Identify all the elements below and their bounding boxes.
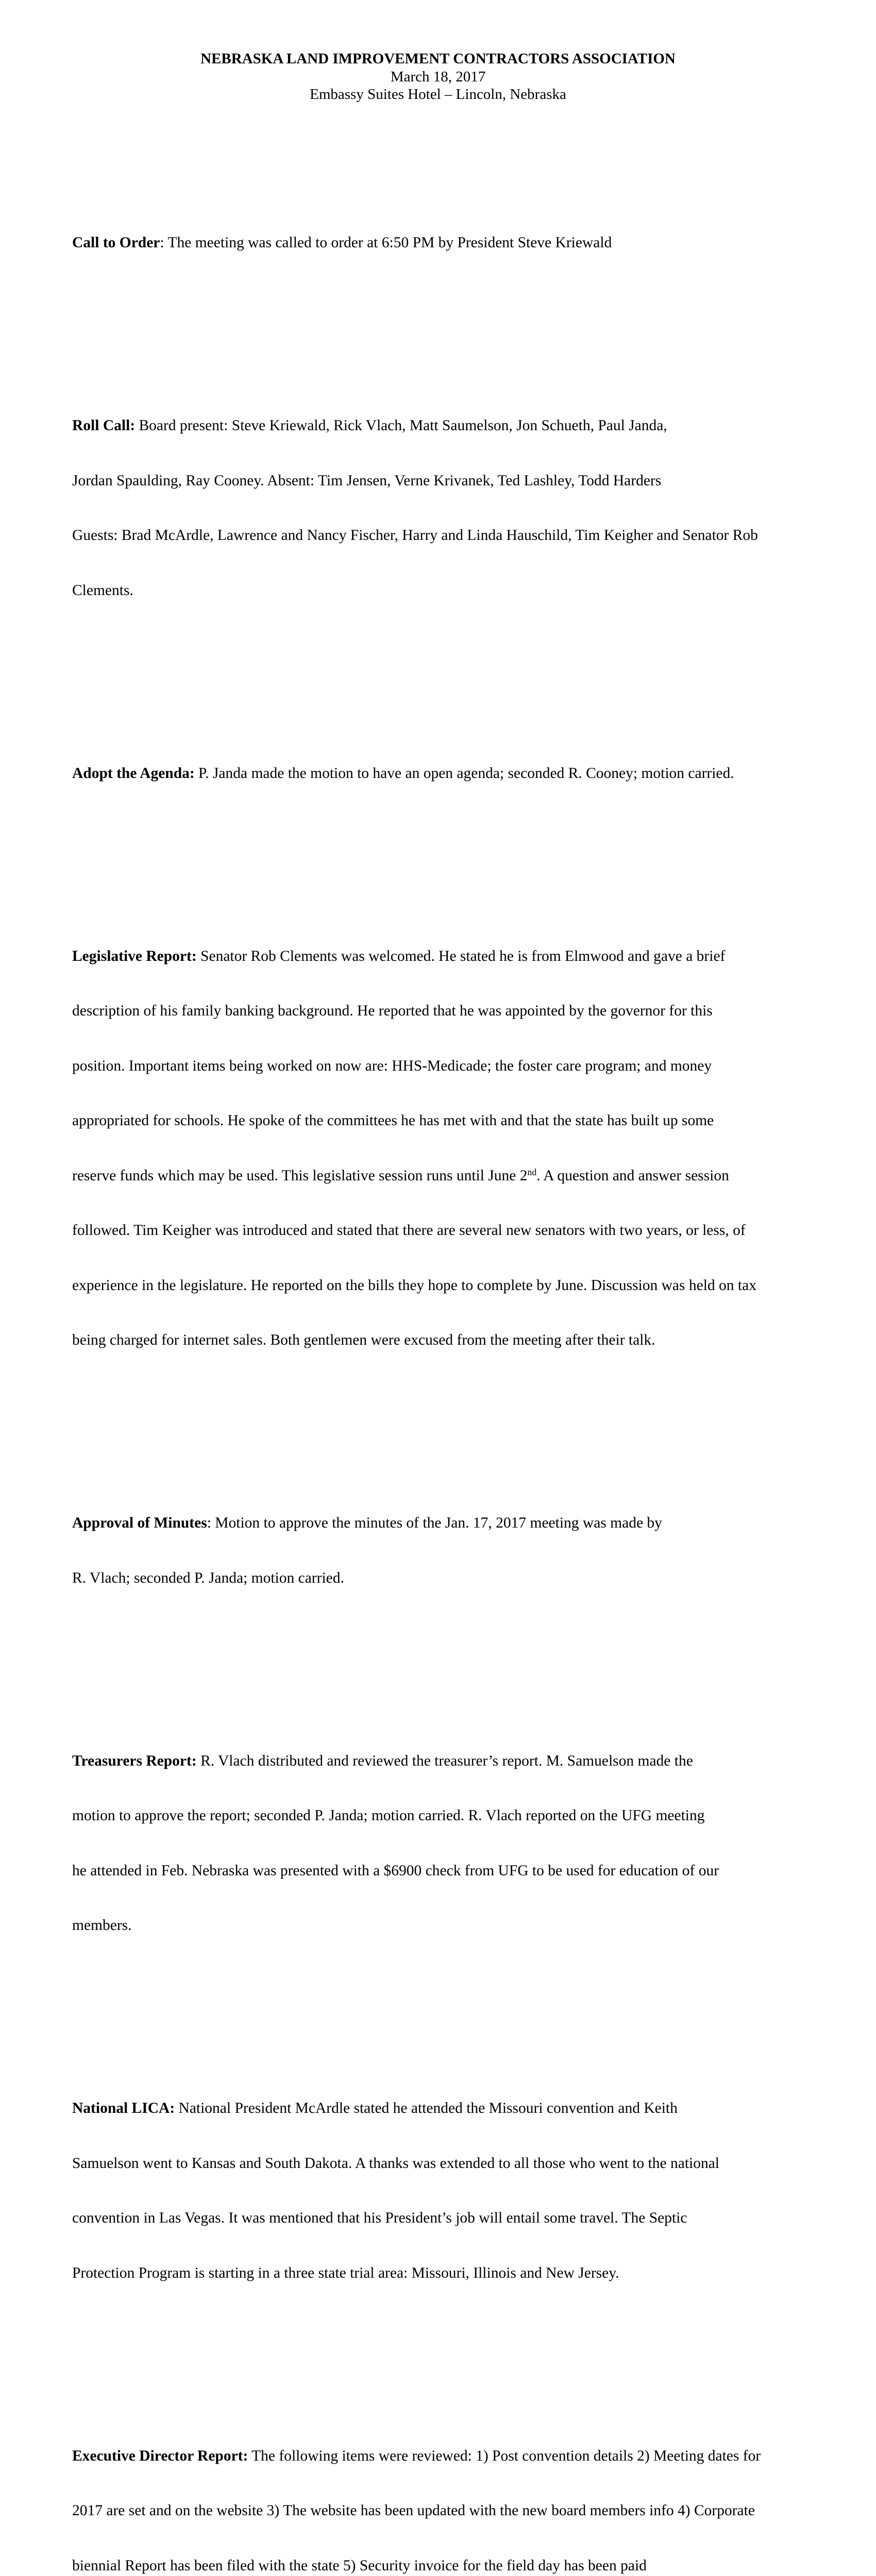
section-adopt-agenda — [72, 728, 835, 820]
text-line: motion to approve the report; seconded P. Janda; motion carried. R. Vlach reported on the UFG meeting — [72, 1807, 835, 1825]
section-label: Call to Order — [72, 234, 160, 251]
text-line — [72, 234, 835, 252]
line-text: P. Janda made the motion to have an open agenda; seconded R. Cooney; motion carried. — [195, 765, 734, 782]
text-line: position. Important items being worked on now are: HHS-Medicade; the foster care program; and money — [72, 1057, 835, 1076]
text-line: followed. Tim Keigher was introduced and stated that there are several new senators with two years, or less, of — [72, 1222, 835, 1240]
text-line — [72, 1514, 835, 1533]
text-line — [72, 765, 835, 783]
section-label: Roll Call: — [72, 417, 135, 434]
text-line: R. Vlach; seconded P. Janda; motion carried. — [72, 1569, 835, 1588]
text-line — [72, 1167, 835, 1185]
section-call-to-order — [72, 197, 835, 289]
text-line: biennial Report has been filed with the state 5) Security invoice for the field day has been paid — [72, 2557, 835, 2575]
label-colon: : — [160, 234, 164, 251]
meeting-date: March 18, 2017 — [0, 68, 876, 86]
text-line — [72, 2447, 835, 2466]
text-line: members. — [72, 1917, 835, 1935]
section-executive-director-report — [72, 2411, 835, 2576]
line-text: National President McArdle stated he attended the Missouri convention and Keith — [175, 2100, 678, 2116]
text-line: experience in the legislature. He reported on the bills they hope to complete by June. Discussion was held on tax — [72, 1277, 835, 1295]
document-header — [0, 50, 876, 104]
line-text: Board present: Steve Kriewald, Rick Vlach, Matt Saumelson, Jon Schueth, Paul Janda, — [135, 417, 667, 434]
meeting-location: Embassy Suites Hotel – Lincoln, Nebraska — [0, 86, 876, 104]
line-text: Motion to approve the minutes of the Jan. 17, 2017 meeting was made by — [211, 1515, 662, 1531]
text-line: convention in Las Vegas. It was mentioned that his President’s job will entail some travel. The Septic — [72, 2209, 835, 2228]
section-label: Treasurers Report: — [72, 1753, 197, 1769]
text-line: Clements. — [72, 582, 835, 600]
text-line: description of his family banking background. He reported that he was appointed by the governor for this — [72, 1002, 835, 1021]
label-colon: : — [207, 1515, 211, 1531]
text-line: appropriated for schools. He spoke of the committees he has met with and that the state has built up some — [72, 1112, 835, 1130]
text-line — [72, 2099, 835, 2118]
text-line: Protection Program is starting in a three state trial area: Missouri, Illinois and New Jersey. — [72, 2264, 835, 2283]
text-line: he attended in Feb. Nebraska was presented with a $6900 check from UFG to be used for education of our — [72, 1862, 835, 1880]
line-text: R. Vlach distributed and reviewed the treasurer’s report. M. Samuelson made the — [197, 1753, 693, 1769]
section-national-lica — [72, 2063, 835, 2319]
line-text: . A question and answer session — [536, 1167, 729, 1184]
text-line — [72, 417, 835, 435]
text-line: Samuelson went to Kansas and South Dakota. A thanks was extended to all those who went to the national — [72, 2155, 835, 2173]
line-text: Senator Rob Clements was welcomed. He stated he is from Elmwood and gave a brief — [197, 948, 726, 964]
text-line: 2017 are set and on the website 3) The website has been updated with the new board members info 4) Corporate — [72, 2502, 835, 2520]
section-label: Adopt the Agenda: — [72, 765, 195, 782]
section-roll-call — [72, 380, 835, 636]
text-line — [72, 1752, 835, 1771]
line-text: The following items were reviewed: 1) Post convention details 2) Meeting dates for — [248, 2448, 761, 2464]
text-line: being charged for internet sales. Both gentlemen were excused from the meeting after their talk. — [72, 1331, 835, 1350]
text-line — [72, 947, 835, 966]
section-treasurers-report — [72, 1716, 835, 1972]
section-label: Executive Director Report: — [72, 2448, 248, 2464]
section-approval-of-minutes — [72, 1478, 835, 1624]
section-label: Approval of Minutes — [72, 1515, 207, 1531]
text-line: Jordan Spaulding, Ray Cooney. Absent: Tim Jensen, Verne Krivanek, Ted Lashley, Todd Harders — [72, 472, 835, 490]
organization-title: NEBRASKA LAND IMPROVEMENT CONTRACTORS ASSOCIATION — [0, 50, 876, 68]
section-legislative-report — [72, 911, 835, 1386]
document-page — [0, 0, 876, 1133]
line-text: reserve funds which may be used. This legislative session runs until June 2 — [72, 1167, 528, 1184]
minutes-body — [72, 124, 835, 2576]
section-label: National LICA: — [72, 2100, 175, 2116]
ordinal-suffix: nd — [528, 1167, 537, 1177]
section-label: Legislative Report: — [72, 948, 197, 964]
text-line: Guests: Brad McArdle, Lawrence and Nancy Fischer, Harry and Linda Hauschild, Tim Keigher and Senator Rob — [72, 527, 835, 545]
line-text: The meeting was called to order at 6:50 PM by President Steve Kriewald — [164, 234, 612, 251]
